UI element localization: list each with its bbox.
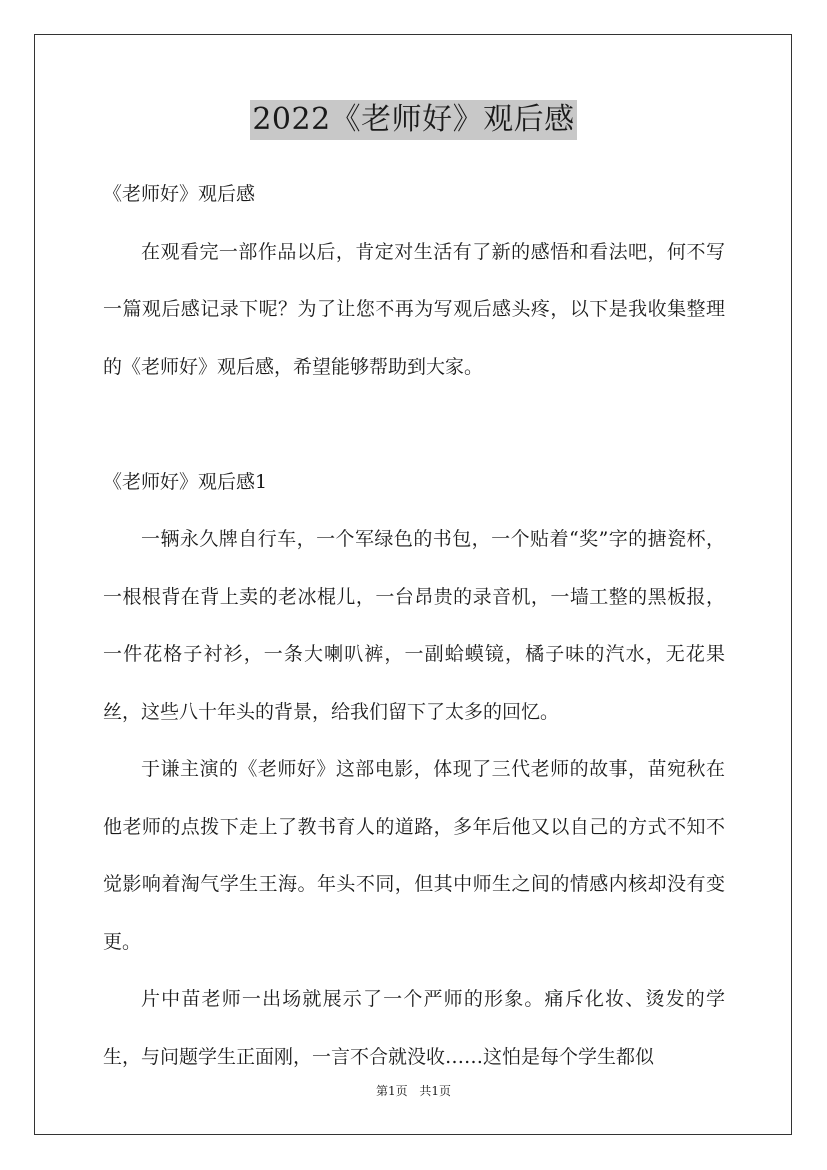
subtitle: 《老师好》观后感 bbox=[103, 183, 256, 205]
body-paragraph: 片中苗老师一出场就展示了一个严师的形象。痛斥化妆、烫发的学生，与问题学生正面刚，一言不合就没收……这怕是每个学生都似 bbox=[103, 988, 725, 1068]
page-total: 共1页 bbox=[419, 1084, 452, 1098]
page-footer bbox=[0, 1082, 827, 1099]
spacer bbox=[103, 396, 725, 454]
document-title: 2022《老师好》观后感 bbox=[250, 100, 576, 140]
document-body bbox=[103, 166, 725, 1086]
body-paragraph: 一辆永久牌自行车，一个军绿色的书包，一个贴着“奖”字的搪瓷杯，一根根背在背上卖的老冰棍儿，一台昂贵的录音机，一墙工整的黑板报，一件花格子衬衫，一条大喇叭裤，一副蛤蟆镜，橘子味的汽水，无花果丝，这些八十年头的背景，给我们留下了太多的回忆。 bbox=[103, 528, 725, 723]
page-number: 第1页 bbox=[375, 1084, 408, 1098]
body-paragraph: 于谦主演的《老师好》这部电影，体现了三代老师的故事，苗宛秋在他老师的点拨下走上了教书育人的道路，多年后他又以自己的方式不知不觉影响着淘气学生王海。年头不同，但其中师生之间的情感内核却没有变更。 bbox=[103, 758, 725, 953]
title-container bbox=[0, 100, 827, 140]
intro-paragraph: 在观看完一部作品以后，肯定对生活有了新的感悟和看法吧，何不写一篇观后感记录下呢？为了让您不再为写观后感头疼，以下是我收集整理的《老师好》观后感，希望能够帮助到大家。 bbox=[103, 240, 725, 378]
section-heading: 《老师好》观后感1 bbox=[103, 470, 268, 493]
